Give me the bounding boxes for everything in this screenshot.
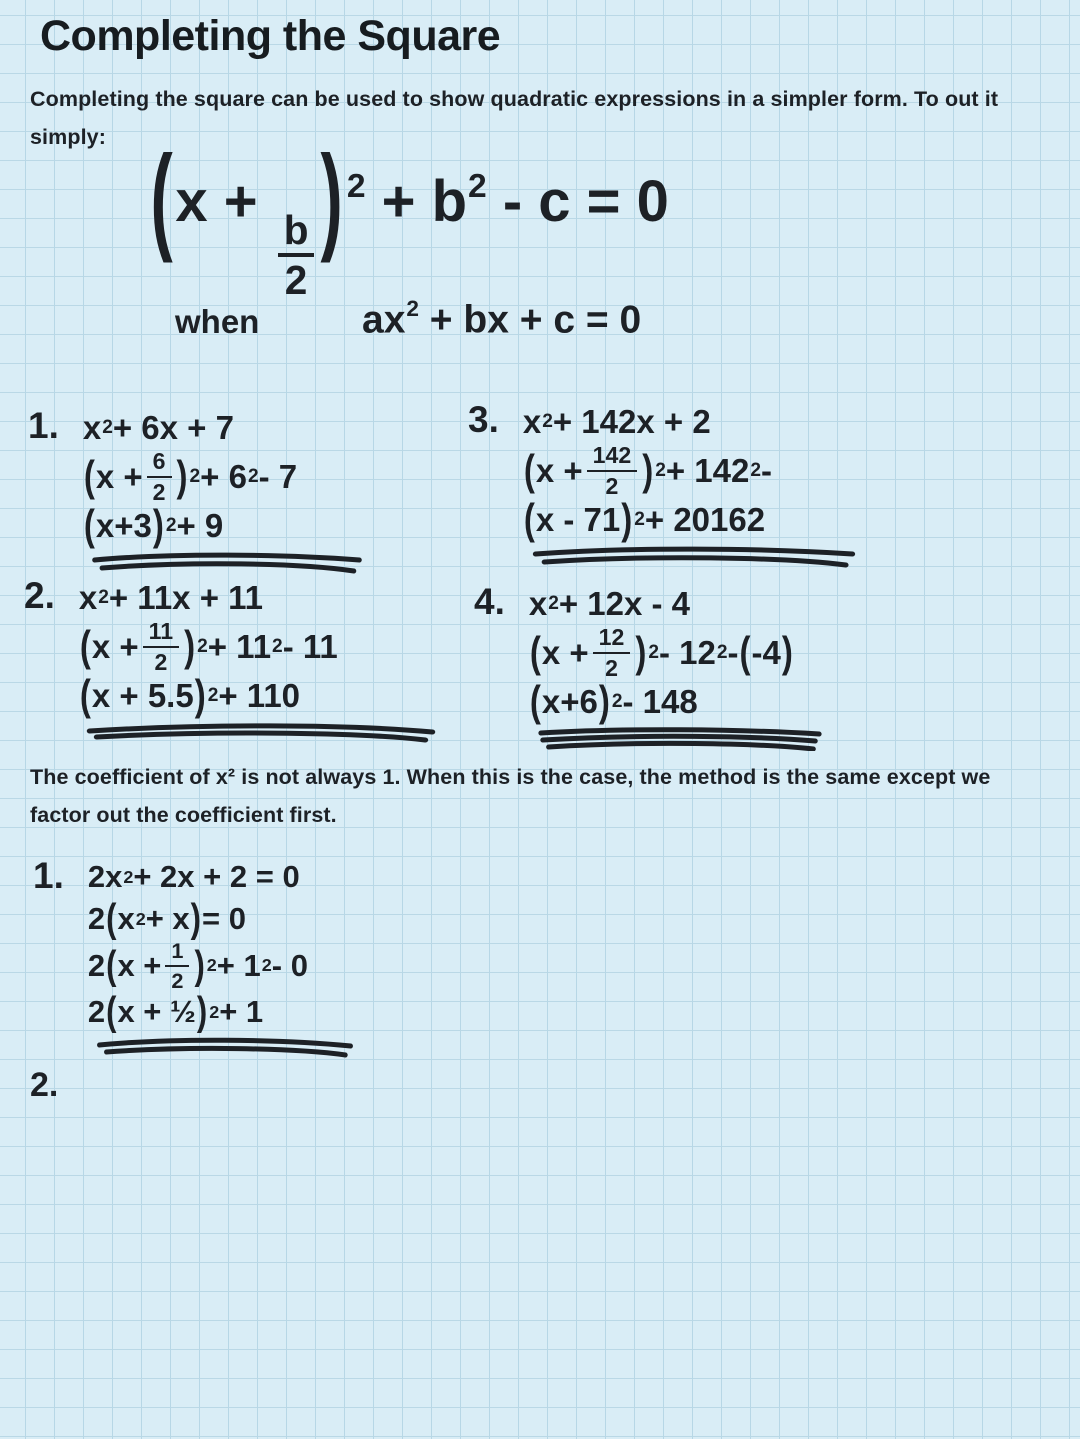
example-step: ( x + $\frac{12}{2}$ ) 2 - 12 2 - ( -4 ) bbox=[529, 624, 793, 682]
coefficient-example-2-number: 2. bbox=[30, 1066, 59, 1104]
when-formula: $ax^2$ + bx + c = 0 bbox=[362, 296, 642, 342]
hand-underline bbox=[85, 721, 437, 745]
hand-underline bbox=[94, 1036, 356, 1060]
example-step: 2 ( x + ½ ) 2 + 1 bbox=[87, 988, 264, 1034]
page-title: Completing the Square bbox=[40, 12, 501, 60]
example-step: ( x - 71 ) 2 + 20162 bbox=[523, 494, 766, 544]
hand-underline bbox=[89, 551, 365, 575]
example-steps bbox=[515, 582, 825, 751]
example-step: ( x + $\frac{6}{2}$ ) 2 + 6 2 - 7 bbox=[83, 448, 298, 506]
example-step: 2 ( x 2 + x ) = 0 bbox=[87, 895, 246, 941]
example-step: ( x+6 ) 2 - 148 bbox=[529, 676, 698, 726]
example-step: x 2 + 142x + 2 bbox=[522, 403, 711, 440]
example-number: 1. bbox=[33, 855, 64, 896]
example-number: 4. bbox=[474, 581, 505, 622]
example-step: ( x + $\frac{11}{2}$ ) 2 + 11 2 - 11 bbox=[79, 618, 338, 676]
example-step: 2 ( x + $\frac{1}{2}$ ) 2 + 1 2 - 0 bbox=[87, 938, 308, 993]
coefficient-paragraph: The coefficient of x² is not always 1. When this is the case, the method is the same except we factor out the coefficient first. bbox=[30, 765, 991, 828]
example-step: ( x+3 ) 2 + 9 bbox=[83, 500, 224, 550]
intro-paragraph: Completing the square can be used to show quadratic expressions in a simpler form. To out it simply: bbox=[30, 87, 999, 150]
example-steps bbox=[69, 406, 365, 575]
when-label: when bbox=[175, 303, 260, 340]
example-steps bbox=[65, 576, 437, 745]
example-step: ( x + $\frac{142}{2}$ ) 2 + 142 2 - bbox=[523, 442, 772, 500]
example-steps bbox=[509, 400, 859, 569]
example-step: x 2 + 11x + 11 bbox=[78, 579, 264, 616]
example-4 bbox=[474, 582, 825, 751]
example-number: 2. bbox=[24, 575, 55, 616]
example-number: 3. bbox=[468, 399, 499, 440]
example-3 bbox=[468, 400, 859, 569]
example-step: x 2 + 12x - 4 bbox=[528, 585, 691, 622]
hand-underline bbox=[535, 727, 825, 751]
main-formula: (x + $\frac{b}{2}$ ) $^2 + b^2 - c = 0$ bbox=[150, 131, 669, 304]
example-step: ( x + 5.5 ) 2 + 110 bbox=[79, 670, 301, 720]
example-step: 2x 2 + 2x + 2 = 0 bbox=[87, 859, 300, 894]
example-number: 1. bbox=[28, 405, 59, 446]
hand-underline bbox=[529, 545, 859, 569]
example-1 bbox=[28, 406, 365, 575]
coefficient-example-1 bbox=[33, 856, 356, 1060]
example-2 bbox=[24, 576, 437, 745]
example-step: x 2 + 6x + 7 bbox=[82, 409, 234, 446]
example-steps bbox=[74, 856, 356, 1060]
